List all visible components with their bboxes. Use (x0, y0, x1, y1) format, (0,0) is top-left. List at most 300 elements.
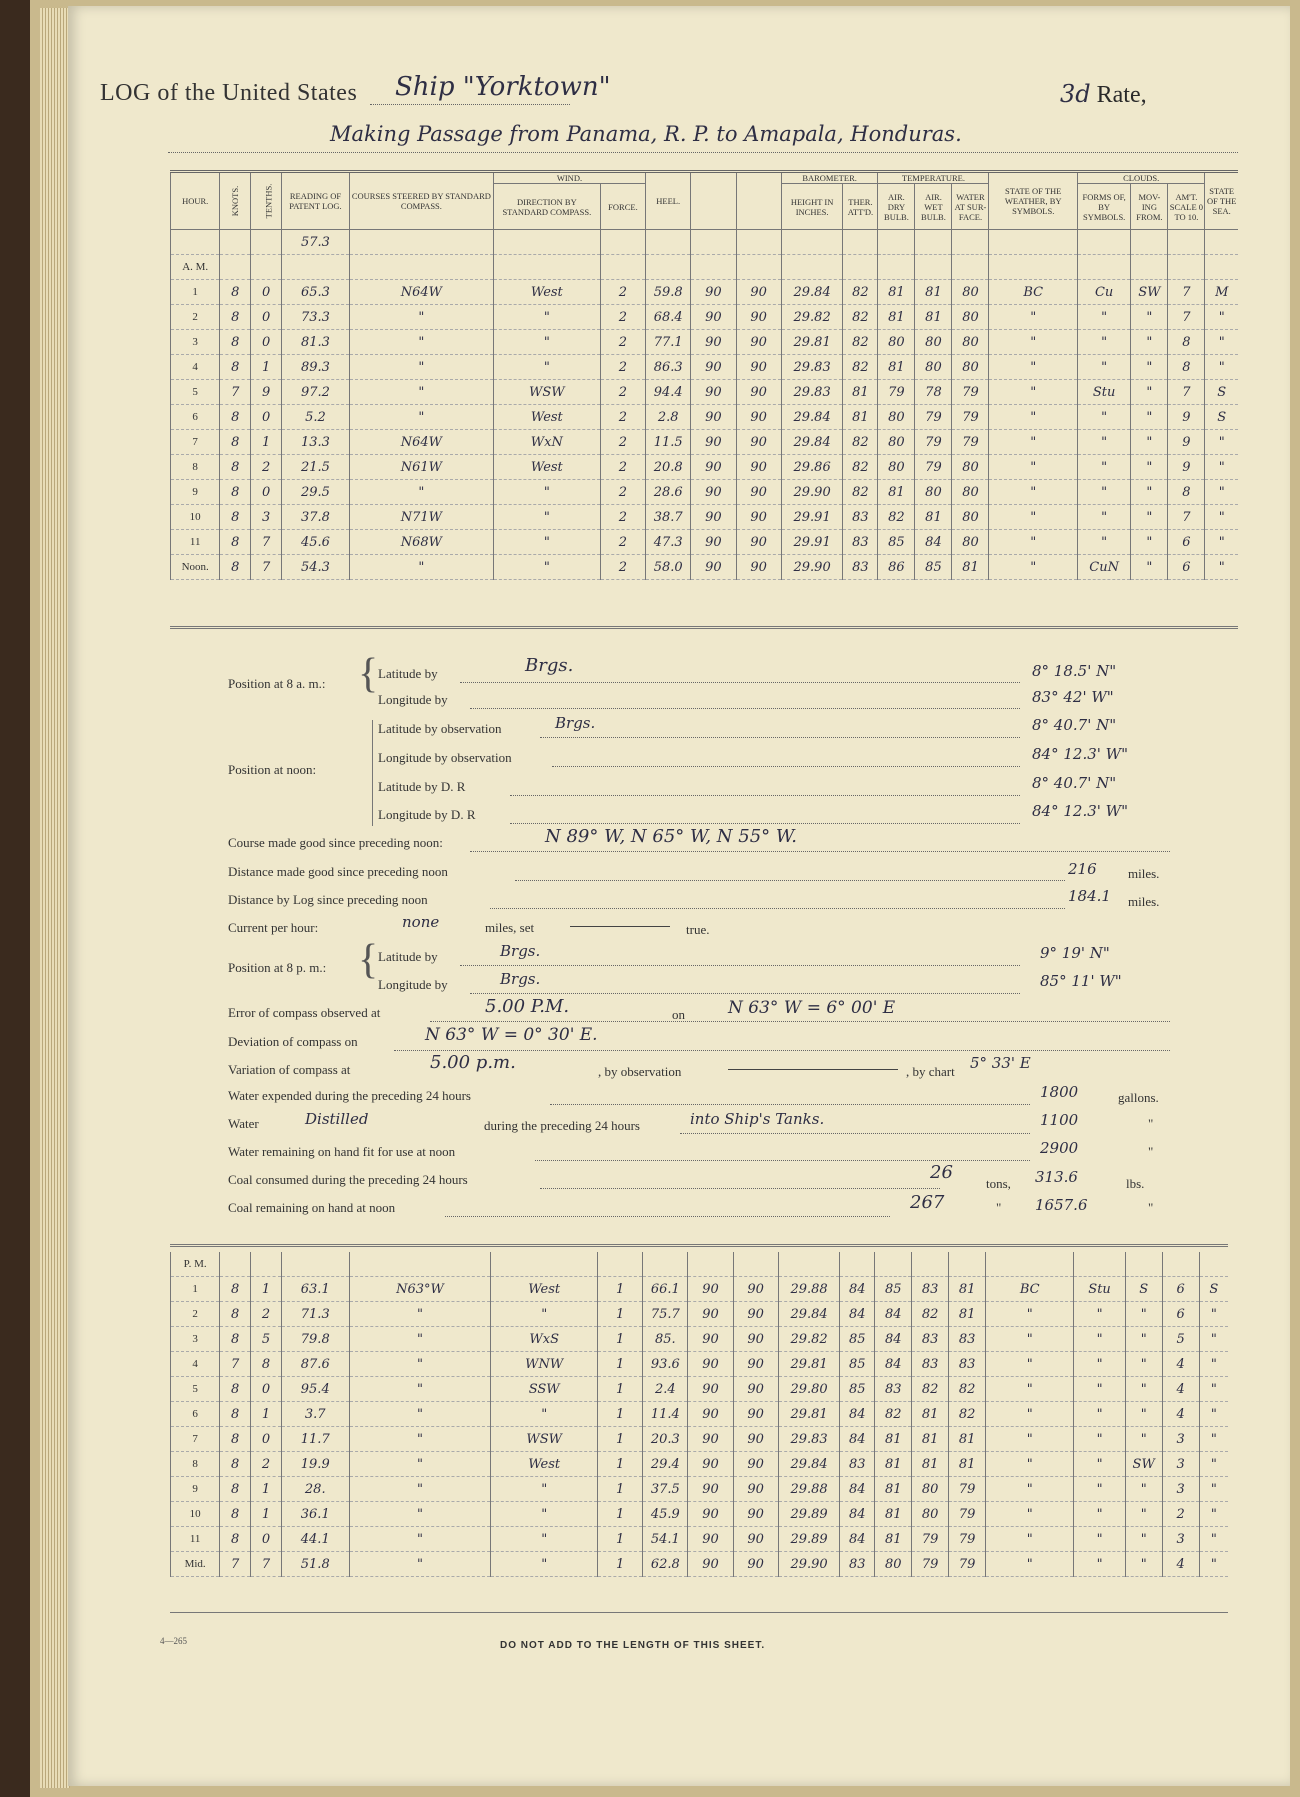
pm-cell: 29.89 (778, 1502, 840, 1527)
pm-cell: " (986, 1427, 1074, 1452)
pm-cell: 84 (875, 1352, 912, 1377)
col-wind: WIND. (493, 172, 645, 184)
am-cell: 7 (1168, 280, 1205, 305)
pm-cell: 29.83 (778, 1427, 840, 1452)
pm-cell: " (986, 1452, 1074, 1477)
am-cell: 90 (691, 355, 736, 380)
am-cell: 90 (736, 530, 781, 555)
am-cell: 81 (843, 405, 878, 430)
am-cell: " (493, 330, 600, 355)
am-row (171, 555, 1239, 580)
deviation-label: Deviation of compass on (228, 1034, 358, 1049)
am-cell: 79 (878, 380, 915, 405)
pm-cell: " (349, 1527, 491, 1552)
col-barometer: BAROMETER. (781, 172, 878, 184)
error-label: Error of compass observed at (228, 1005, 381, 1020)
pm-row (171, 1477, 1229, 1502)
pm-cell: " (1125, 1527, 1162, 1552)
pm-cell: 82 (949, 1402, 986, 1427)
pm-cell: 83 (912, 1277, 949, 1302)
variation-chart-label: , by chart (906, 1064, 955, 1079)
pm-cell: 1 (598, 1352, 643, 1377)
am-row (171, 480, 1239, 505)
pm-cell: 0 (251, 1427, 282, 1452)
am-cell: 8 (220, 355, 251, 380)
col-temperature: TEMPERATURE. (878, 172, 989, 184)
coal-rem-tons: 267 (910, 1192, 945, 1213)
am-cell: 29.5 (282, 480, 350, 505)
pos8pm-method-lon: Brgs. (500, 970, 541, 988)
am-cell: 8 (220, 405, 251, 430)
pm-cell: 7 (171, 1427, 220, 1452)
pm-cell: 83 (912, 1327, 949, 1352)
course-label: Course made good since preceding noon: (228, 835, 443, 850)
pm-cell: 1 (598, 1527, 643, 1552)
am-cell: 13.3 (282, 430, 350, 455)
am-cell: 6 (1168, 555, 1205, 580)
am-row (171, 455, 1239, 480)
pm-cell: 3 (1162, 1452, 1199, 1477)
am-cell: " (989, 355, 1077, 380)
am-cell: 85 (915, 555, 952, 580)
pm-cell: " (1125, 1302, 1162, 1327)
pm-cell: 81 (875, 1527, 912, 1552)
am-cell: 83 (843, 530, 878, 555)
pm-cell: 19.9 (281, 1452, 349, 1477)
pm-cell: S (1125, 1277, 1162, 1302)
pm-cell: 87.6 (281, 1352, 349, 1377)
am-cell: 8 (171, 455, 220, 480)
pm-cell: " (349, 1502, 491, 1527)
am-cell: " (989, 530, 1077, 555)
am-cell: 83 (843, 505, 878, 530)
am-cell: " (989, 505, 1077, 530)
am-cell: 28.6 (646, 480, 691, 505)
am-cell: 2 (600, 555, 645, 580)
am-cell: 8 (220, 505, 251, 530)
pm-cell: 90 (688, 1277, 733, 1302)
am-cell: 86.3 (646, 355, 691, 380)
am-cell: 65.3 (282, 280, 350, 305)
pm-cell: 11.7 (281, 1427, 349, 1452)
am-cell: 82 (843, 430, 878, 455)
col-wind-direction: DIRECTION BY STANDARD COMPASS. (493, 184, 600, 230)
pm-cell: 3 (171, 1327, 220, 1352)
pm-cell: 1 (598, 1427, 643, 1452)
pm-cell: " (1074, 1477, 1125, 1502)
pm-row (171, 1277, 1229, 1302)
am-cell: " (1077, 405, 1130, 430)
am-cell: 89.3 (282, 355, 350, 380)
pm-cell: " (986, 1302, 1074, 1327)
pm-cell: " (986, 1527, 1074, 1552)
col-courses: COURSES STEERED BY STANDARD COMPASS. (349, 172, 493, 230)
pm-cell: 90 (688, 1327, 733, 1352)
noon-lat-dr: 8° 40.7' N" (1032, 774, 1117, 792)
am-row (171, 305, 1239, 330)
am-cell: 37.8 (282, 505, 350, 530)
pos8am-label: Position at 8 a. m.: (228, 676, 326, 691)
pm-cell: 1 (251, 1402, 282, 1427)
am-cell: 21.5 (282, 455, 350, 480)
am-cell: " (1205, 330, 1238, 355)
am-cell: " (1131, 555, 1168, 580)
rate: 3d Rate, (1060, 80, 1147, 108)
am-cell: 8 (1168, 355, 1205, 380)
pm-cell: 29.84 (778, 1302, 840, 1327)
pm-cell: 83 (949, 1327, 986, 1352)
pm-cell: West (491, 1277, 598, 1302)
am-cell: " (1131, 330, 1168, 355)
am-cell: " (1205, 355, 1238, 380)
col-weather: STATE OF THE WEATHER, BY SYMBOLS. (989, 172, 1077, 230)
error-time: 5.00 P.M. (485, 996, 570, 1017)
pm-cell: 8 (220, 1452, 251, 1477)
am-cell: 90 (736, 430, 781, 455)
pm-cell: 7 (251, 1552, 282, 1577)
pm-cell: " (1074, 1352, 1125, 1377)
pm-cell: WSW (491, 1427, 598, 1452)
water-dist-ditto: " (1148, 1116, 1154, 1131)
pm-cell: 3 (1162, 1527, 1199, 1552)
am-cell: M (1205, 280, 1238, 305)
am-cell: S (1205, 380, 1238, 405)
am-cell: 8 (220, 280, 251, 305)
pm-cell: 79 (949, 1552, 986, 1577)
am-cell: 1 (251, 355, 282, 380)
am-cell: WxN (493, 430, 600, 455)
am-cell: 84 (915, 530, 952, 555)
pm-cell: 9 (171, 1477, 220, 1502)
am-cell: 7 (1168, 505, 1205, 530)
pm-cell: " (1199, 1477, 1228, 1502)
pm-row (171, 1427, 1229, 1452)
am-cell: 85 (878, 530, 915, 555)
pm-cell: 5 (251, 1327, 282, 1352)
water-into: into Ship's Tanks. (690, 1110, 825, 1128)
am-cell: " (493, 305, 600, 330)
pm-cell: 84 (840, 1277, 875, 1302)
am-cell: 2 (600, 455, 645, 480)
footer-notice: DO NOT ADD TO THE LENGTH OF THIS SHEET. (500, 1640, 766, 1651)
pm-cell: 29.80 (778, 1377, 840, 1402)
water-type: Distilled (305, 1110, 369, 1128)
am-cell: 2.8 (646, 405, 691, 430)
am-cell: 81.3 (282, 330, 350, 355)
pm-cell: 8 (220, 1402, 251, 1427)
pm-row (171, 1377, 1229, 1402)
am-cell: 90 (691, 380, 736, 405)
pm-cell: 93.6 (643, 1352, 688, 1377)
page-edges (40, 8, 70, 1788)
pm-cell: 2 (171, 1302, 220, 1327)
pm-cell: 82 (949, 1377, 986, 1402)
pm-cell: 90 (688, 1302, 733, 1327)
am-cell: " (989, 380, 1077, 405)
pm-cell: " (986, 1327, 1074, 1352)
pm-row (171, 1302, 1229, 1327)
pm-cell: " (1199, 1427, 1228, 1452)
pm-cell: 8 (220, 1277, 251, 1302)
col-patent-log: READING OF PATENT LOG. (282, 172, 350, 230)
am-cell: 7 (171, 430, 220, 455)
am-cell: 90 (691, 555, 736, 580)
am-cell: SW (1131, 280, 1168, 305)
am-cell: 0 (251, 305, 282, 330)
pm-cell: 3 (1162, 1477, 1199, 1502)
pm-cell: " (349, 1327, 491, 1352)
pm-cell: 1 (598, 1502, 643, 1527)
am-cell: 80 (878, 430, 915, 455)
am-cell: 29.91 (781, 530, 843, 555)
am-cell: " (1131, 380, 1168, 405)
am-cell: " (349, 380, 493, 405)
am-row (171, 430, 1239, 455)
current-true-label: true. (686, 922, 710, 937)
pos8pm-lon: 85° 11' W" (1040, 972, 1122, 990)
pm-rows (171, 1277, 1229, 1577)
pm-cell: 85 (840, 1377, 875, 1402)
pm-cell: SSW (491, 1377, 598, 1402)
am-cell: 29.90 (781, 555, 843, 580)
pm-cell: 79 (912, 1552, 949, 1577)
dist-log-label: Distance by Log since preceding noon (228, 892, 428, 907)
am-cell: 5.2 (282, 405, 350, 430)
am-cell: " (1131, 430, 1168, 455)
am-cell: 81 (878, 305, 915, 330)
pm-cell: 1 (598, 1452, 643, 1477)
am-cell: West (493, 280, 600, 305)
am-cell: " (1205, 305, 1238, 330)
am-cell: 80 (952, 505, 989, 530)
dist-made: 216 (1068, 860, 1097, 878)
coal-rem-label: Coal remaining on hand at noon (228, 1200, 396, 1215)
am-cell: " (1077, 305, 1130, 330)
col-air-wet: AIR. WET BULB. (915, 184, 952, 230)
pm-cell: 29.84 (778, 1452, 840, 1477)
am-cell: 80 (952, 330, 989, 355)
am-row (171, 280, 1239, 305)
am-cell: N68W (349, 530, 493, 555)
am-row (171, 380, 1239, 405)
am-cell: BC (989, 280, 1077, 305)
pm-cell: 90 (733, 1377, 778, 1402)
pm-cell: " (491, 1477, 598, 1502)
am-cell: " (1077, 330, 1130, 355)
pm-cell: 54.1 (643, 1527, 688, 1552)
am-cell: " (989, 330, 1077, 355)
noon-method: Brgs. (555, 714, 596, 732)
am-cell: 80 (878, 330, 915, 355)
am-cell: 2 (600, 355, 645, 380)
noon-label: Position at noon: (228, 762, 317, 777)
pm-cell: 5 (171, 1377, 220, 1402)
am-cell: 45.6 (282, 530, 350, 555)
am-cell: 2 (600, 430, 645, 455)
pm-cell: 90 (733, 1502, 778, 1527)
am-cell: N61W (349, 455, 493, 480)
pm-cell: 2 (251, 1452, 282, 1477)
current-miles-label: miles, set (485, 920, 535, 935)
am-cell: Stu (1077, 380, 1130, 405)
am-cell: " (1131, 530, 1168, 555)
am-cell: 29.84 (781, 430, 843, 455)
am-cell: " (349, 330, 493, 355)
pm-cell: 1 (171, 1277, 220, 1302)
am-cell: " (493, 505, 600, 530)
pm-cell: 8 (220, 1327, 251, 1352)
pm-cell: 90 (733, 1302, 778, 1327)
pm-cell: " (491, 1527, 598, 1552)
pm-cell: 1 (598, 1402, 643, 1427)
pm-cell: 79 (912, 1527, 949, 1552)
am-cell: 81 (878, 280, 915, 305)
pm-cell: 90 (688, 1502, 733, 1527)
am-cell: 82 (878, 505, 915, 530)
pm-cell: 81 (912, 1452, 949, 1477)
am-row (171, 405, 1239, 430)
am-cell: 90 (691, 455, 736, 480)
pm-cell: 90 (733, 1327, 778, 1352)
pm-cell: 10 (171, 1502, 220, 1527)
am-cell: " (1077, 505, 1130, 530)
am-cell: " (1205, 505, 1238, 530)
pm-cell: 80 (912, 1477, 949, 1502)
am-cell: 29.81 (781, 330, 843, 355)
am-cell: " (349, 355, 493, 380)
pm-cell: 8 (220, 1502, 251, 1527)
am-cell: 8 (1168, 330, 1205, 355)
pos8am-lat-label: Latitude by (378, 666, 438, 681)
pm-cell: 4 (1162, 1352, 1199, 1377)
am-row (171, 505, 1239, 530)
pm-cell: " (349, 1302, 491, 1327)
am-cell: 79 (915, 455, 952, 480)
pm-row (171, 1352, 1229, 1377)
pm-cell: " (986, 1502, 1074, 1527)
col-water-temp: WATER AT SUR-FACE. (952, 184, 989, 230)
am-rows (171, 280, 1239, 580)
deviation-value: N 63° W = 0° 30' E. (425, 1025, 598, 1045)
pm-cell: 3 (1162, 1427, 1199, 1452)
pm-cell: 1 (598, 1302, 643, 1327)
am-cell: 7 (1168, 380, 1205, 405)
pm-cell: " (1199, 1302, 1228, 1327)
am-cell: 3 (251, 505, 282, 530)
pm-cell: 1 (598, 1552, 643, 1577)
pm-cell: 1 (598, 1377, 643, 1402)
am-cell: 90 (736, 305, 781, 330)
pm-cell: S (1199, 1277, 1228, 1302)
water-exp-unit: gallons. (1118, 1090, 1159, 1105)
pm-cell: 29.88 (778, 1277, 840, 1302)
pm-cell: " (986, 1552, 1074, 1577)
am-cell: " (1077, 430, 1130, 455)
pm-cell: 1 (598, 1477, 643, 1502)
pm-cell: 83 (840, 1552, 875, 1577)
pm-cell: 8 (220, 1377, 251, 1402)
am-cell: 6 (1168, 530, 1205, 555)
am-cell: 6 (171, 405, 220, 430)
pm-cell: 90 (733, 1527, 778, 1552)
am-cell: 82 (843, 305, 878, 330)
am-cell: " (1077, 480, 1130, 505)
coal-cons-lbs: 313.6 (1035, 1168, 1078, 1186)
noon-lat-dr-label: Latitude by D. R (378, 779, 466, 794)
am-cell: 2 (600, 305, 645, 330)
pm-row (171, 1502, 1229, 1527)
am-cell: " (493, 530, 600, 555)
am-cell: West (493, 455, 600, 480)
form-code: 4—265 (160, 1636, 187, 1646)
am-cell: 82 (843, 330, 878, 355)
pm-cell: " (349, 1352, 491, 1377)
am-cell: 83 (843, 555, 878, 580)
dist-made-label: Distance made good since preceding noon (228, 864, 448, 879)
pm-cell: Mid. (171, 1552, 220, 1577)
pm-cell: 84 (840, 1402, 875, 1427)
am-log-table (170, 170, 1238, 580)
am-cell: 29.90 (781, 480, 843, 505)
pm-cell: 85 (875, 1277, 912, 1302)
dist-log: 184.1 (1068, 887, 1111, 905)
pm-cell: 63.1 (281, 1277, 349, 1302)
am-cell: " (1077, 355, 1130, 380)
am-cell: " (1205, 530, 1238, 555)
pm-cell: " (986, 1402, 1074, 1427)
pm-cell: " (1074, 1452, 1125, 1477)
pm-cell: 90 (688, 1452, 733, 1477)
pm-cell: 79 (949, 1527, 986, 1552)
pm-cell: " (1074, 1302, 1125, 1327)
am-cell: S (1205, 405, 1238, 430)
water-exp: 1800 (1040, 1083, 1079, 1101)
col-sea: STATE OF THE SEA. (1205, 172, 1238, 230)
am-cell: 8 (220, 330, 251, 355)
pm-cell: " (1125, 1502, 1162, 1527)
pm-cell: 81 (949, 1302, 986, 1327)
am-cell: 2 (251, 455, 282, 480)
water-rem-ditto: " (1148, 1144, 1154, 1159)
pm-cell: 8 (220, 1302, 251, 1327)
am-cell: " (349, 555, 493, 580)
pm-cell: 84 (840, 1477, 875, 1502)
am-cell: 90 (691, 405, 736, 430)
coal-rem-ditto: " (996, 1200, 1002, 1215)
am-cell: 90 (736, 405, 781, 430)
am-cell: 2 (600, 330, 645, 355)
current-value: none (402, 913, 440, 931)
noon-lat-obs: 8° 40.7' N" (1032, 716, 1117, 734)
am-cell: 0 (251, 280, 282, 305)
col-air-dry: AIR. DRY BULB. (878, 184, 915, 230)
pm-cell: " (986, 1352, 1074, 1377)
pm-cell: 2.4 (643, 1377, 688, 1402)
am-cell: 4 (171, 355, 220, 380)
am-cell: WSW (493, 380, 600, 405)
am-cell: " (989, 405, 1077, 430)
am-cell: 80 (952, 280, 989, 305)
am-cell: " (1205, 555, 1238, 580)
current-label: Current per hour: (228, 920, 319, 935)
am-cell: 79 (915, 405, 952, 430)
pm-cell: 2 (251, 1302, 282, 1327)
pm-cell: 4 (1162, 1402, 1199, 1427)
coal-rem-lbs: 1657.6 (1035, 1196, 1088, 1214)
noon-lon-obs-label: Longitude by observation (378, 750, 512, 765)
am-cell: 2 (600, 405, 645, 430)
pm-cell: 90 (733, 1452, 778, 1477)
